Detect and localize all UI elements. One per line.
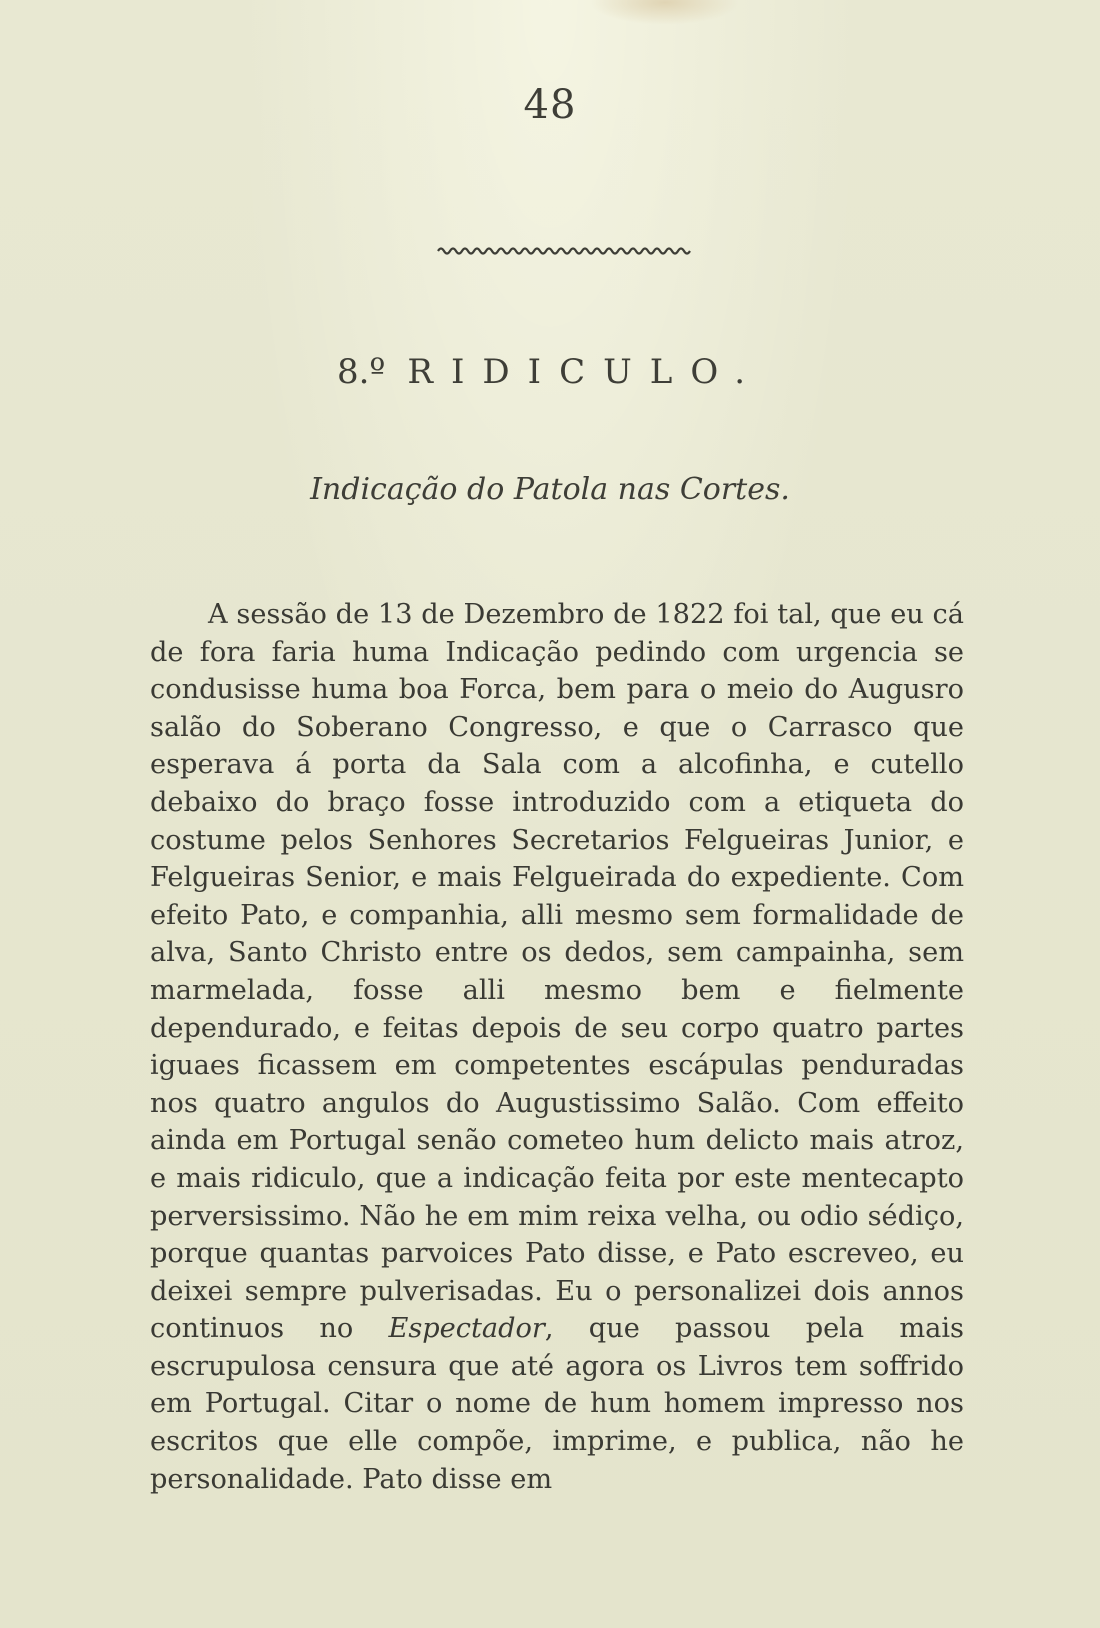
body-text-part-2: , que passou pela mais escrupulosa censura que até agora os Livros tem soffrido em Portugal. Citar o nome de hum homem impresso nos escritos que elle compõe, imprime, e publica, não he personalidade. Pato disse em bbox=[150, 1313, 964, 1495]
section-title: RIDICULO. bbox=[407, 352, 764, 392]
wavy-ornament-divider bbox=[436, 244, 696, 258]
body-paragraph bbox=[150, 596, 964, 1498]
section-number: 8.º bbox=[336, 352, 386, 392]
section-subtitle: Indicação do Patola nas Cortes. bbox=[310, 472, 790, 507]
body-text-italic-title: Espectador bbox=[388, 1313, 545, 1345]
page-number: 48 bbox=[523, 82, 577, 128]
body-text-part-1: A sessão de 13 de Dezembro de 1822 foi tal, que eu cá de fora faria huma Indicação pedindo com urgencia se condusisse huma boa Forca, bem para o meio do Augusro salão do Soberano Congresso, e que o Carrasco que esperava á porta da Sala com a alcofinha, e cutello debaixo do braço fosse introduzido com a etiqueta do costume pelos Senhores Secretarios Felgueiras Junior, e Felgueiras Senior, e mais Felgueirada do expediente. Com efeito Pato, e companhia, alli mesmo sem formalidade de alva, Santo Christo entre os dedos, sem campainha, sem marmelada, fosse alli mesmo bem e fielmente dependurado, e feitas depois de seu corpo quatro partes iguaes ficassem em competentes escápulas penduradas nos quatro angulos do Augustissimo Salão. Com effeito ainda em Portugal senão cometeo hum delicto mais atroz, e mais ridiculo, que a indicação feita por este mentecapto perversissimo. Não he em mim reixa velha, ou odio sédiço, porque quantas parvoices Pato disse, e Pato escreveo, eu deixei sempre pulverisadas. Eu o personalizei dois annos continuos no bbox=[150, 599, 964, 1345]
paper-stain bbox=[590, 0, 740, 25]
section-heading bbox=[0, 352, 1100, 392]
